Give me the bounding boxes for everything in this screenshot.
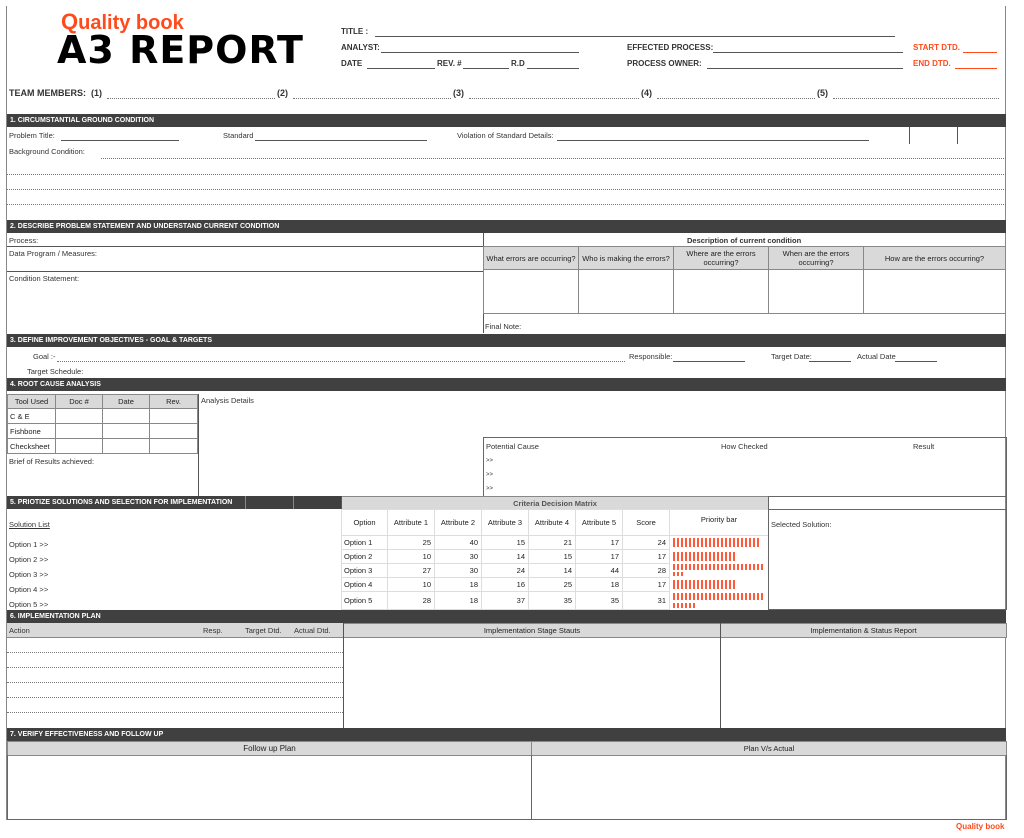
how-input[interactable]	[863, 269, 1006, 314]
team-member-1-field[interactable]	[107, 98, 275, 99]
potential-cause-header: Potential Cause	[486, 442, 539, 451]
goal-label: Goal :-	[33, 352, 56, 361]
rd-field[interactable]	[527, 68, 579, 69]
actual-date-field[interactable]	[895, 361, 937, 362]
tool-ce: C & E	[7, 408, 56, 424]
matrix-option: Option 1	[341, 535, 388, 550]
matrix-attr2[interactable]: 18	[434, 591, 482, 610]
standard-field[interactable]	[255, 140, 427, 141]
matrix-option: Option 3	[341, 563, 388, 578]
divider	[245, 496, 246, 509]
action-header: Action	[9, 626, 30, 635]
matrix-option: Option 5	[341, 591, 388, 610]
matrix-header-attr1: Attribute 1	[387, 509, 435, 536]
col-how: How are the errors occurring?	[863, 246, 1006, 270]
violation-label: Violation of Standard Details:	[457, 131, 554, 140]
tool-checksheet-doc[interactable]	[55, 438, 103, 454]
matrix-attr2[interactable]: 30	[434, 549, 482, 564]
solution-list-label: Solution List	[9, 520, 50, 529]
matrix-header-priority: Priority bar	[669, 509, 769, 536]
tool-ce-rev[interactable]	[149, 408, 198, 424]
date-label: DATE	[341, 59, 363, 68]
analyst-field[interactable]	[381, 52, 579, 53]
end-dtd-label: END DTD.	[913, 59, 951, 68]
matrix-score: 28	[622, 563, 670, 578]
team-slot-4: (4)	[641, 88, 652, 98]
section-6-header: 6. IMPLEMENTATION PLAN	[7, 610, 1006, 623]
matrix-attr3[interactable]: 24	[481, 563, 529, 578]
matrix-attr5[interactable]: 18	[575, 577, 623, 592]
priority-bar	[673, 564, 765, 570]
who-input[interactable]	[578, 269, 674, 314]
background-line-3[interactable]	[7, 189, 1006, 190]
priority-bar-overflow	[673, 572, 683, 576]
analyst-label: ANALYST:	[341, 43, 380, 52]
rev-header: Rev.	[149, 394, 198, 409]
col-where: Where are the errors occurring?	[673, 246, 769, 270]
matrix-attr2[interactable]: 40	[434, 535, 482, 550]
matrix-attr1[interactable]: 28	[387, 591, 435, 610]
plan-vs-actual-area[interactable]	[531, 755, 1007, 820]
how-checked-header: How Checked	[721, 442, 768, 451]
background-line-2[interactable]	[7, 174, 1006, 175]
description-header: Description of current condition	[687, 236, 802, 245]
team-slot-5: (5)	[817, 88, 828, 98]
target-date-label: Target Date:	[771, 352, 812, 361]
matrix-option: Option 2	[341, 549, 388, 564]
action-line-3[interactable]	[7, 682, 343, 683]
matrix-attr5[interactable]: 44	[575, 563, 623, 578]
team-member-2-field[interactable]	[293, 98, 451, 99]
team-slot-1: (1)	[91, 88, 102, 98]
divider	[293, 496, 294, 509]
tool-checksheet: Checksheet	[7, 438, 56, 454]
section-3-header: 3. DEFINE IMPROVEMENT OBJECTIVES - GOAL & TARGETS	[7, 334, 1006, 347]
footer-brand-logo: Quality book	[956, 822, 1005, 831]
background-line-1[interactable]	[101, 158, 1006, 159]
section-4-header: 4. ROOT CAUSE ANALYSIS	[7, 378, 1006, 391]
data-program-label: Data Program / Measures:	[9, 249, 97, 258]
tool-fishbone: Fishbone	[7, 423, 56, 439]
tool-ce-date[interactable]	[102, 408, 150, 424]
matrix-score: 17	[622, 549, 670, 564]
matrix-attr1[interactable]: 10	[387, 549, 435, 564]
col-what: What errors are occurring?	[483, 246, 579, 270]
section-2-header: 2. DESCRIBE PROBLEM STATEMENT AND UNDERSTAND CURRENT CONDITION	[7, 220, 1006, 233]
matrix-attr3[interactable]: 37	[481, 591, 529, 610]
effected-process-field[interactable]	[713, 52, 903, 53]
tool-used-header: Tool Used	[7, 394, 56, 409]
matrix-attr5[interactable]: 35	[575, 591, 623, 610]
status-report-area[interactable]	[721, 638, 1007, 728]
team-members-label: TEAM MEMBERS:	[9, 88, 86, 98]
responsible-field[interactable]	[673, 361, 745, 362]
title-label: TITLE :	[341, 27, 369, 36]
solution-option-2[interactable]: Option 2 >>	[9, 555, 49, 564]
process-owner-field[interactable]	[707, 68, 903, 69]
target-schedule-label: Target Schedule:	[27, 367, 84, 376]
matrix-attr2[interactable]: 18	[434, 577, 482, 592]
solution-option-1[interactable]: Option 1 >>	[9, 540, 49, 549]
problem-title-field[interactable]	[61, 140, 179, 141]
rev-label: REV. #	[437, 59, 462, 68]
followup-plan-header: Follow up Plan	[7, 741, 532, 756]
matrix-header-attr5: Attribute 5	[575, 509, 623, 536]
title-field[interactable]	[375, 36, 895, 37]
when-input[interactable]	[768, 269, 864, 314]
matrix-attr4[interactable]: 25	[528, 577, 576, 592]
matrix-attr3[interactable]: 14	[481, 549, 529, 564]
problem-title-label: Problem Title:	[9, 131, 55, 140]
start-dtd-label: START DTD.	[913, 43, 960, 52]
priority-bar	[673, 552, 735, 561]
goal-field[interactable]	[57, 361, 625, 362]
tool-fishbone-rev[interactable]	[149, 423, 198, 439]
resp-header: Resp.	[203, 626, 223, 635]
priority-bar	[673, 538, 759, 547]
date-header: Date	[102, 394, 150, 409]
matrix-attr4[interactable]: 14	[528, 563, 576, 578]
analysis-details-label: Analysis Details	[201, 396, 254, 405]
result-header: Result	[913, 442, 935, 451]
end-dtd-field[interactable]	[955, 68, 997, 69]
stage-status-area[interactable]	[344, 638, 720, 728]
col-when: When are the errors occurring?	[768, 246, 864, 270]
team-member-4-field[interactable]	[657, 98, 815, 99]
section-5-header: 5. PRIOTIZE SOLUTIONS AND SELECTION FOR IMPLEMENTATION	[7, 496, 341, 509]
matrix-score: 31	[622, 591, 670, 610]
team-slot-2: (2)	[277, 88, 288, 98]
matrix-header-attr3: Attribute 3	[481, 509, 529, 536]
matrix-attr4[interactable]: 15	[528, 549, 576, 564]
background-line-4[interactable]	[7, 204, 1006, 205]
rev-field[interactable]	[463, 68, 509, 69]
divider	[7, 271, 483, 272]
action-line-1[interactable]	[7, 652, 343, 653]
action-line-5[interactable]	[7, 712, 343, 713]
matrix-attr4[interactable]: 21	[528, 535, 576, 550]
brief-results-label: Brief of Results achieved:	[9, 457, 95, 466]
actual-date-label: Actual Date	[857, 352, 896, 361]
col-who: Who is making the errors?	[578, 246, 674, 270]
divider	[909, 127, 910, 144]
matrix-attr5[interactable]: 17	[575, 535, 623, 550]
matrix-attr2[interactable]: 30	[434, 563, 482, 578]
selected-solution-label: Selected Solution:	[771, 520, 832, 529]
standard-label: Standard	[223, 131, 254, 140]
matrix-attr1[interactable]: 27	[387, 563, 435, 578]
matrix-title: Criteria Decision Matrix	[341, 496, 769, 510]
process-owner-label: PROCESS OWNER:	[627, 59, 702, 68]
cause-row-1[interactable]: >>	[486, 458, 494, 464]
condition-statement-label: Condition Statement:	[9, 274, 80, 283]
divider	[957, 127, 958, 144]
solution-option-3[interactable]: Option 3 >>	[9, 570, 49, 579]
team-member-3-field[interactable]	[469, 98, 639, 99]
matrix-header-score: Score	[622, 509, 670, 536]
target-dtd-header: Target Dtd.	[245, 626, 282, 635]
selected-solution-top	[768, 496, 1007, 510]
divider	[198, 394, 199, 496]
status-report-header: Implementation & Status Report	[720, 623, 1007, 638]
cause-row-3[interactable]: >>	[486, 486, 494, 492]
matrix-score: 17	[622, 577, 670, 592]
brand-logo: Quality book	[61, 9, 184, 34]
stage-status-header: Implementation Stage Stauts	[343, 623, 721, 638]
priority-bar-overflow	[673, 603, 695, 608]
tool-checksheet-rev[interactable]	[149, 438, 198, 454]
action-header-row	[7, 623, 343, 638]
action-line-2[interactable]	[7, 667, 343, 668]
date-field[interactable]	[367, 68, 435, 69]
violation-field[interactable]	[557, 140, 869, 141]
rd-label: R.D	[511, 59, 525, 68]
matrix-header-attr4: Attribute 4	[528, 509, 576, 536]
doc-header: Doc #	[55, 394, 103, 409]
tool-ce-doc[interactable]	[55, 408, 103, 424]
solution-option-5[interactable]: Option 5 >>	[9, 600, 49, 609]
matrix-option: Option 4	[341, 577, 388, 592]
tool-checksheet-date[interactable]	[102, 438, 150, 454]
what-input[interactable]	[483, 269, 579, 314]
section-1-header: 1. CIRCUMSTANTIAL GROUND CONDITION	[7, 114, 1006, 127]
followup-plan-area[interactable]	[7, 755, 532, 820]
start-dtd-field[interactable]	[963, 52, 997, 53]
background-condition-label: Background Condition:	[9, 147, 85, 156]
matrix-attr4[interactable]: 35	[528, 591, 576, 610]
priority-bar	[673, 593, 765, 600]
effected-process-label: EFFECTED PROCESS:	[627, 43, 714, 52]
priority-bar	[673, 580, 735, 589]
report-title: A3 REPORT	[57, 28, 304, 72]
target-date-field[interactable]	[809, 361, 851, 362]
solution-option-4[interactable]: Option 4 >>	[9, 585, 49, 594]
responsible-label: Responsible:	[629, 352, 673, 361]
cause-row-2[interactable]: >>	[486, 472, 494, 478]
matrix-header-option: Option	[341, 509, 388, 536]
matrix-attr1[interactable]: 25	[387, 535, 435, 550]
brand-q-icon: Q	[61, 9, 79, 34]
matrix-header-attr2: Attribute 2	[434, 509, 482, 536]
action-line-4[interactable]	[7, 697, 343, 698]
final-note-label: Final Note:	[485, 322, 522, 331]
matrix-score: 24	[622, 535, 670, 550]
actual-dtd-header: Actual Dtd.	[294, 626, 331, 635]
process-label: Process:	[9, 236, 39, 245]
divider	[7, 246, 483, 247]
a3-report-sheet	[6, 6, 1006, 820]
matrix-attr3[interactable]: 16	[481, 577, 529, 592]
tool-fishbone-date[interactable]	[102, 423, 150, 439]
where-input[interactable]	[673, 269, 769, 314]
section-7-header: 7. VERIFY EFFECTIVENESS AND FOLLOW UP	[7, 728, 1006, 741]
team-slot-3: (3)	[453, 88, 464, 98]
plan-vs-actual-header: Plan V/s Actual	[531, 741, 1007, 756]
matrix-attr3[interactable]: 15	[481, 535, 529, 550]
tool-fishbone-doc[interactable]	[55, 423, 103, 439]
team-member-5-field[interactable]	[833, 98, 999, 99]
brand-q-icon: Q	[956, 822, 963, 831]
matrix-attr5[interactable]: 17	[575, 549, 623, 564]
matrix-attr1[interactable]: 10	[387, 577, 435, 592]
